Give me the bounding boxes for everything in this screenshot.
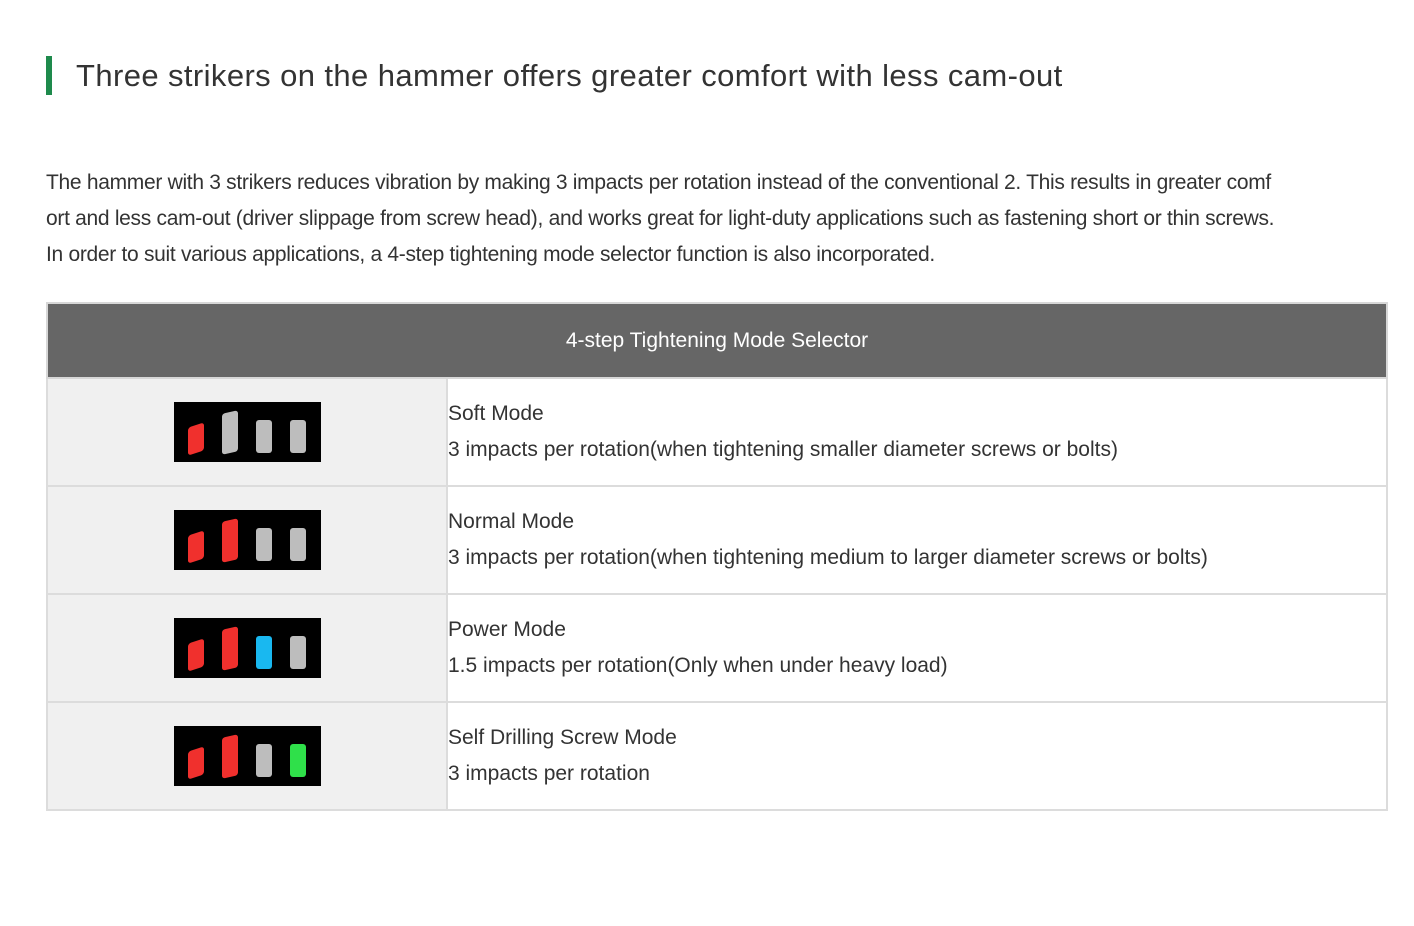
indicator-segment xyxy=(188,746,204,779)
page-title: Three strikers on the hammer offers greater comfort with less cam-out xyxy=(76,57,1063,93)
indicator-cell xyxy=(47,378,447,486)
intro-line: In order to suit various applications, a 4-step tightening mode selector function is also incorporated. xyxy=(46,243,935,266)
section-heading xyxy=(46,56,1063,95)
mode-description: 3 impacts per rotation(when tightening smaller diameter screws or bolts) xyxy=(448,438,1118,461)
intro-line: The hammer with 3 strikers reduces vibration by making 3 impacts per rotation instead of the conventional 2. This results in greater comf xyxy=(46,171,1271,194)
indicator-cell xyxy=(47,594,447,702)
indicator-segment xyxy=(290,528,306,561)
mode-indicator-icon xyxy=(174,618,321,678)
mode-indicator-icon xyxy=(174,402,321,462)
mode-description: 3 impacts per rotation(when tightening medium to larger diameter screws or bolts) xyxy=(448,546,1208,569)
indicator-cell xyxy=(47,702,447,810)
mode-indicator-icon xyxy=(174,510,321,570)
indicator-segment xyxy=(256,420,272,453)
indicator-segment xyxy=(188,422,204,455)
mode-name: Power Mode xyxy=(448,618,566,641)
mode-description: 3 impacts per rotation xyxy=(448,762,650,785)
table-row xyxy=(47,702,1387,810)
mode-description-cell xyxy=(447,486,1387,594)
mode-description-cell xyxy=(447,594,1387,702)
indicator-segment xyxy=(256,744,272,777)
table-row xyxy=(47,594,1387,702)
mode-selector-table xyxy=(46,302,1388,811)
indicator-segment xyxy=(222,626,238,670)
indicator-segment xyxy=(222,410,238,454)
mode-indicator-icon xyxy=(174,726,321,786)
table-header: 4-step Tightening Mode Selector xyxy=(47,303,1387,378)
intro-paragraph xyxy=(46,165,1386,273)
mode-name: Normal Mode xyxy=(448,510,575,533)
indicator-segment xyxy=(290,744,306,777)
indicator-segment xyxy=(290,636,306,669)
mode-name: Soft Mode xyxy=(448,402,544,425)
indicator-segment xyxy=(188,638,204,671)
table-row xyxy=(47,486,1387,594)
intro-line: ort and less cam-out (driver slippage from screw head), and works great for light-duty applications such as fastening short or thin screws. xyxy=(46,207,1275,230)
mode-description-cell xyxy=(447,378,1387,486)
indicator-segment xyxy=(222,518,238,562)
mode-description-cell xyxy=(447,702,1387,810)
indicator-segment xyxy=(188,530,204,563)
table-row xyxy=(47,378,1387,486)
indicator-segment xyxy=(256,636,272,669)
mode-description: 1.5 impacts per rotation(Only when under heavy load) xyxy=(448,654,948,677)
indicator-segment xyxy=(222,734,238,778)
indicator-segment xyxy=(290,420,306,453)
mode-name: Self Drilling Screw Mode xyxy=(448,726,677,749)
indicator-cell xyxy=(47,486,447,594)
indicator-segment xyxy=(256,528,272,561)
